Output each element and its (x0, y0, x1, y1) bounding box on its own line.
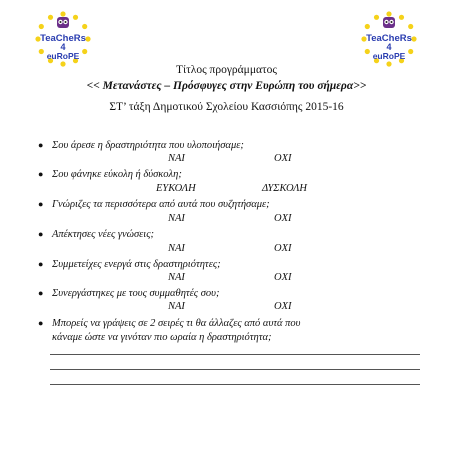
teachers4europe-logo-right (358, 8, 420, 70)
open-question (38, 318, 300, 329)
logo-line1: TeaCheRs (40, 33, 86, 44)
question-5 (38, 259, 221, 270)
logo-line2: 4 (386, 42, 392, 52)
owl-icon (57, 17, 69, 28)
question-1 (38, 140, 244, 151)
answer-option[interactable]: ΝΑΙ (168, 213, 185, 224)
logo-line3: euRoPE (46, 51, 80, 61)
open-question-line1: Μπορείς να γράψεις σε 2 σειρές τι θα άλλαζες από αυτά που (52, 318, 301, 329)
question-6 (38, 288, 219, 299)
question-text: Συμμετείχες ενεργά στις δραστηριότητες; (52, 259, 221, 270)
program-title: << Μετανάστες – Πρόσφυγες στην Ευρώπη του σήμερα>> (86, 80, 367, 92)
answer-option[interactable]: ΕΥΚΟΛΗ (156, 183, 196, 194)
bullet-icon: ● (38, 229, 44, 239)
question-text: Συνεργάστηκες με τους συμμαθητές σου; (52, 288, 220, 299)
question-text: Σου άρεσε η δραστηριότητα που υλοποιήσαμε; (52, 140, 244, 151)
bullet-icon: ● (38, 288, 44, 298)
bullet-icon: ● (38, 199, 44, 209)
answer-line-1[interactable] (50, 354, 420, 355)
question-text: Απέκτησες νέες γνώσεις; (52, 229, 154, 240)
answer-line-2[interactable] (50, 369, 420, 370)
class-info: ΣΤ’ τάξη Δημοτικού Σχολείου Κασσιόπης 2015-16 (109, 101, 344, 113)
bullet-icon: ● (38, 169, 44, 179)
answer-option[interactable]: ΝΑΙ (168, 153, 185, 164)
answer-option[interactable]: ΟΧΙ (274, 243, 292, 254)
answer-line-3[interactable] (50, 384, 420, 385)
answer-option[interactable]: ΝΑΙ (168, 243, 185, 254)
open-question-line2: κάναμε ώστε να γινόταν πιο ωραία η δραστηριότητα; (52, 332, 272, 343)
bullet-icon: ● (38, 259, 44, 269)
question-text: Σου φάνηκε εύκολη ή δύσκολη; (52, 169, 182, 180)
answer-option[interactable]: ΝΑΙ (168, 301, 185, 312)
bullet-icon: ● (38, 140, 44, 150)
program-title-label: Τίτλος προγράμματος (176, 64, 277, 76)
question-3 (38, 199, 270, 210)
logo-line1: TeaCheRs (366, 33, 412, 44)
question-text: Γνώριζες τα περισσότερα από αυτά που συζητήσαμε; (52, 199, 270, 210)
answer-option[interactable]: ΝΑΙ (168, 272, 185, 283)
owl-icon (383, 17, 395, 28)
bullet-icon: ● (38, 318, 44, 328)
logo-line2: 4 (60, 42, 66, 52)
logo-line3: euRoPE (372, 51, 406, 61)
question-2 (38, 169, 182, 180)
answer-option[interactable]: ΟΧΙ (274, 153, 292, 164)
question-4 (38, 229, 154, 240)
teachers4europe-logo-left (32, 8, 94, 70)
answer-option[interactable]: ΟΧΙ (274, 272, 292, 283)
answer-option[interactable]: ΟΧΙ (274, 213, 292, 224)
answer-option[interactable]: ΔΥΣΚΟΛΗ (262, 183, 307, 194)
answer-option[interactable]: ΟΧΙ (274, 301, 292, 312)
